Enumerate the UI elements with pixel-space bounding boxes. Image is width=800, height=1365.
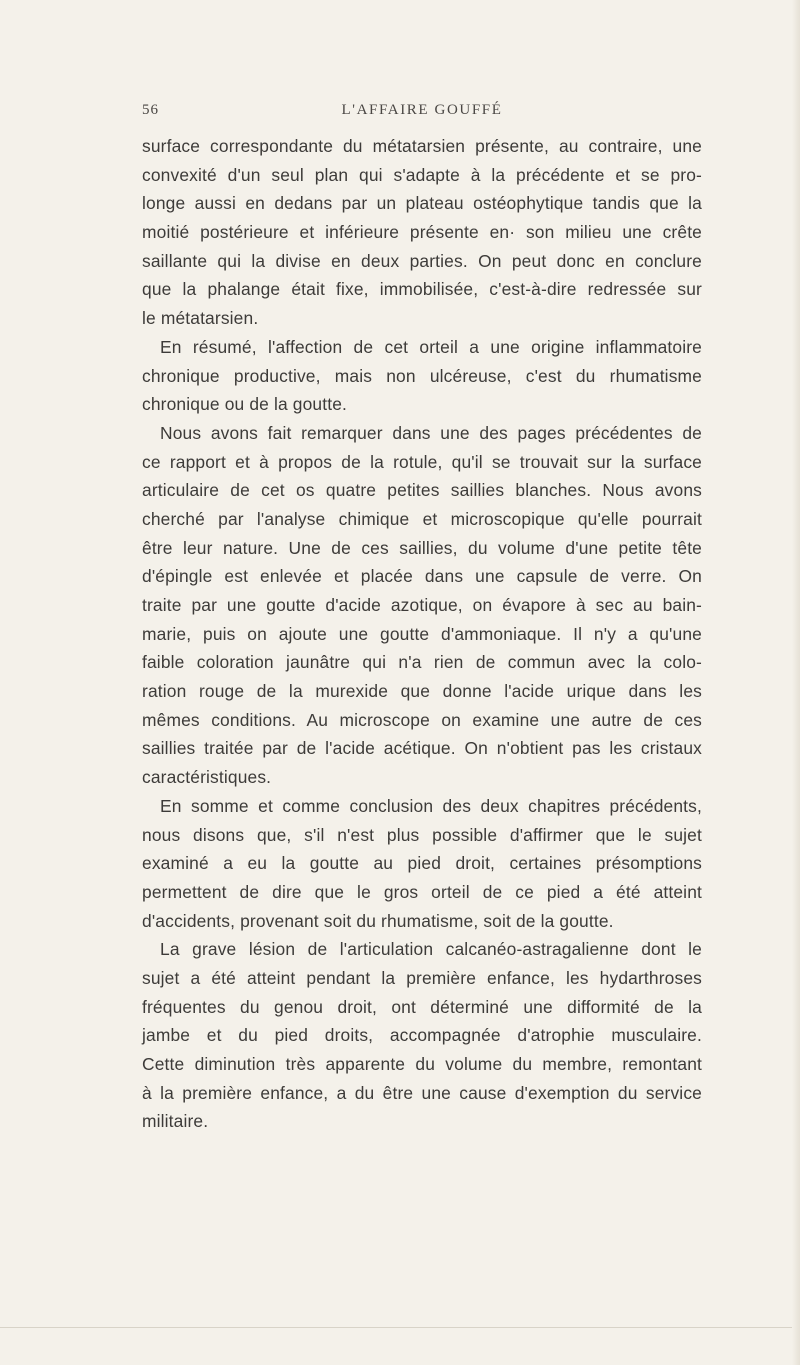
text-line: sujet a été atteint pendant la première enfance, les hydarthroses	[142, 967, 702, 988]
paragraph	[142, 935, 702, 1136]
text-line: articulaire de cet os quatre petites saillies blanches. Nous avons	[142, 480, 702, 501]
text-line: fréquentes du genou droit, ont déterminé une difformité de la	[142, 996, 702, 1017]
text-line: La grave lésion de l'articulation calcanéo-astragalienne dont le	[160, 939, 702, 960]
text-line: d'accidents, provenant soit du rhumatisme, soit de la goutte.	[142, 910, 614, 931]
text-line: être leur nature. Une de ces saillies, du volume d'une petite tête	[142, 537, 702, 558]
paragraph	[142, 792, 702, 935]
paragraph	[142, 419, 702, 792]
text-line: à la première enfance, a du être une cause d'exemption du service	[142, 1082, 702, 1103]
text-line: ce rapport et à propos de la rotule, qu'il se trouvait sur la surface	[142, 451, 702, 472]
text-line: mêmes conditions. Au microscope on examine une autre de ces	[142, 709, 702, 730]
text-line: moitié postérieure et inférieure présente en· son milieu une crête	[142, 222, 702, 243]
text-line: En résumé, l'affection de cet orteil a une origine inflammatoire	[160, 336, 702, 357]
paragraph	[142, 132, 702, 333]
text-line: traite par une goutte d'acide azotique, on évapore à sec au bain-	[142, 595, 702, 615]
body-text	[142, 132, 702, 1136]
page-header	[142, 102, 702, 126]
running-title: L'AFFAIRE GOUFFÉ	[341, 102, 503, 118]
text-line: En somme et comme conclusion des deux chapitres précédents,	[160, 795, 702, 816]
text-line: Cette diminution très apparente du volume du membre, remontant	[142, 1054, 702, 1074]
page-bottom-edge	[0, 1327, 800, 1328]
text-line: ration rouge de la murexide que donne l'acide urique dans les	[142, 681, 702, 702]
text-line: examiné a eu la goutte au pied droit, certaines présomptions	[142, 853, 702, 874]
text-line: permettent de dire que le gros orteil de ce pied a été atteint	[142, 881, 702, 902]
text-line: convexité d'un seul plan qui s'adapte à la précédente et se pro-	[142, 164, 702, 185]
text-line: nous disons que, s'il n'est plus possible d'affirmer que le sujet	[142, 824, 702, 845]
text-line: chronique productive, mais non ulcéreuse, c'est du rhumatisme	[142, 365, 702, 386]
text-line: chronique ou de la goutte.	[142, 394, 348, 415]
text-line: que la phalange était fixe, immobilisée, c'est-à-dire redressée sur	[142, 279, 702, 300]
paragraph	[142, 333, 702, 419]
text-line: surface correspondante du métatarsien présente, au contraire, une	[142, 136, 702, 156]
page-number: 56	[142, 102, 159, 118]
text-line: Nous avons fait remarquer dans une des pages précédentes de	[160, 422, 702, 443]
text-line: d'épingle est enlevée et placée dans une capsule de verre. On	[142, 566, 702, 587]
text-line: saillante qui la divise en deux parties. On peut donc en conclure	[142, 250, 702, 271]
text-line: saillies traitée par de l'acide acétique. On n'obtient pas les cristaux	[142, 738, 702, 759]
text-line: militaire.	[142, 1111, 209, 1132]
text-line: faible coloration jaunâtre qui n'a rien de commun avec la colo-	[142, 652, 702, 673]
text-line: jambe et du pied droits, accompagnée d'atrophie musculaire.	[142, 1025, 702, 1046]
text-line: marie, puis on ajoute une goutte d'ammoniaque. Il n'y a qu'une	[142, 623, 702, 644]
text-line: le métatarsien.	[142, 308, 259, 329]
page-right-edge	[792, 0, 800, 1365]
text-line: caractéristiques.	[142, 767, 272, 788]
text-line: longe aussi en dedans par un plateau ostéophytique tandis que la	[142, 193, 702, 214]
text-line: cherché par l'analyse chimique et microscopique qu'elle pourrait	[142, 508, 702, 529]
